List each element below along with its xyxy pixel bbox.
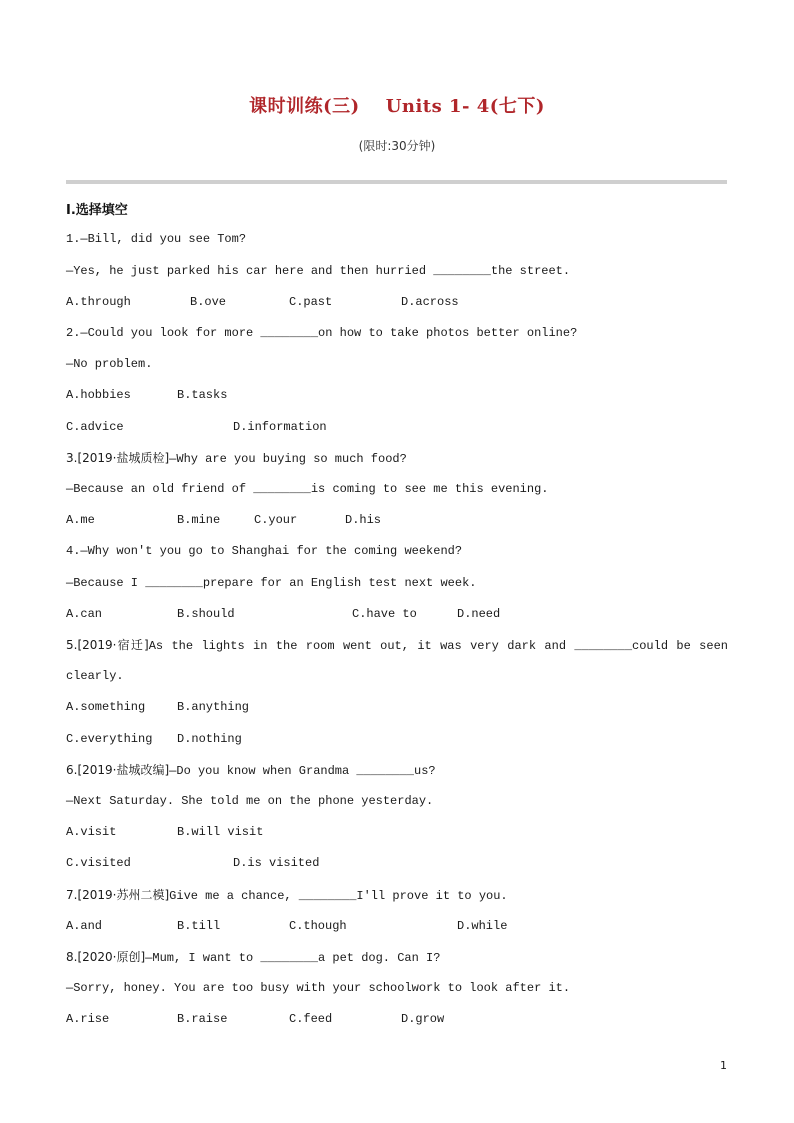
q3-option-a: A.me xyxy=(66,513,95,527)
q8-source: 8.[2020·原创] xyxy=(66,950,146,964)
q4-option-a: A.can xyxy=(66,607,103,621)
q6-option-c: C.visited xyxy=(66,856,131,870)
q6-option-a: A.visit xyxy=(66,825,117,839)
q2-option-d: D.information xyxy=(233,420,327,434)
question-4-line-1: 4.—Why won't you go to Shanghai for the coming weekend? xyxy=(66,544,463,558)
q7-option-b: B.till xyxy=(177,919,221,933)
q3-option-d: D.his xyxy=(345,513,382,527)
q3-source: 3.[2019·盐城质检] xyxy=(66,451,170,465)
question-3-line-2: —Because an old friend of ________is coming to see me this evening. xyxy=(66,482,549,496)
q5-option-a: A.something xyxy=(66,700,146,714)
q5-option-b: B.anything xyxy=(177,700,250,714)
page-number: 1 xyxy=(720,1059,727,1072)
q7-source: 7.[2019·苏州二模] xyxy=(66,888,170,902)
question-2-line-1: 2.—Could you look for more ________on how to take photos better online? xyxy=(66,326,578,340)
question-2-line-2: —No problem. xyxy=(66,357,153,371)
divider xyxy=(66,180,727,184)
q1-option-d: D.across xyxy=(401,295,459,309)
question-5-line-2: clearly. xyxy=(66,669,124,683)
q8-option-a: A.rise xyxy=(66,1012,110,1026)
title-units: Units 1- 4(七下) xyxy=(385,96,545,117)
question-8-line-2: —Sorry, honey. You are too busy with your schoolwork to look after it. xyxy=(66,981,571,995)
q5-source: 5.[2019·宿迁] xyxy=(66,638,149,652)
q6-source: 6.[2019·盐城改编] xyxy=(66,763,170,777)
q3-option-b: B.mine xyxy=(177,513,221,527)
section-heading: Ⅰ.选择填空 xyxy=(66,203,128,218)
q5-option-d: D.nothing xyxy=(177,732,242,746)
question-3-line-1: 3.[2019·盐城质检]—Why are you buying so much food? xyxy=(66,451,407,466)
q4-option-c: C.have to xyxy=(352,607,417,621)
question-6-line-1: 6.[2019·盐城改编]—Do you know when Grandma ________us? xyxy=(66,763,436,778)
page-title xyxy=(0,92,794,118)
q1-option-c: C.past xyxy=(289,295,333,309)
q8-option-d: D.grow xyxy=(401,1012,445,1026)
q2-option-a: A.hobbies xyxy=(66,388,131,402)
q2-option-c: C.advice xyxy=(66,420,124,434)
question-4-line-2: —Because I ________prepare for an English test next week. xyxy=(66,576,477,590)
q7-option-a: A.and xyxy=(66,919,103,933)
q6-option-b: B.will visit xyxy=(177,825,264,839)
q7-option-c: C.though xyxy=(289,919,347,933)
q1-option-b: B.ove xyxy=(190,295,227,309)
q7-option-d: D.while xyxy=(457,919,508,933)
q1-option-a: A.through xyxy=(66,295,131,309)
q6-option-d: D.is visited xyxy=(233,856,320,870)
question-1-line-1: 1.—Bill, did you see Tom? xyxy=(66,232,247,246)
title-chinese: 课时训练(三) xyxy=(249,96,360,117)
question-7-line-1: 7.[2019·苏州二模]Give me a chance, ________I'll prove it to you. xyxy=(66,888,508,903)
q4-option-b: B.should xyxy=(177,607,235,621)
q4-option-d: D.need xyxy=(457,607,501,621)
question-1-line-2: —Yes, he just parked his car here and then hurried ________the street. xyxy=(66,264,571,278)
q5-option-c: C.everything xyxy=(66,732,153,746)
time-limit: (限时:30分钟) xyxy=(358,139,436,153)
question-5-line-1: 5.[2019·宿迁]As the lights in the room went out, it was very dark and ________could be seen xyxy=(66,638,728,653)
q2-option-b: B.tasks xyxy=(177,388,228,402)
q3-option-c: C.your xyxy=(254,513,298,527)
question-8-line-1: 8.[2020·原创]—Mum, I want to ________a pet dog. Can I? xyxy=(66,950,441,965)
q8-option-b: B.raise xyxy=(177,1012,228,1026)
q8-option-c: C.feed xyxy=(289,1012,333,1026)
question-6-line-2: —Next Saturday. She told me on the phone yesterday. xyxy=(66,794,434,808)
